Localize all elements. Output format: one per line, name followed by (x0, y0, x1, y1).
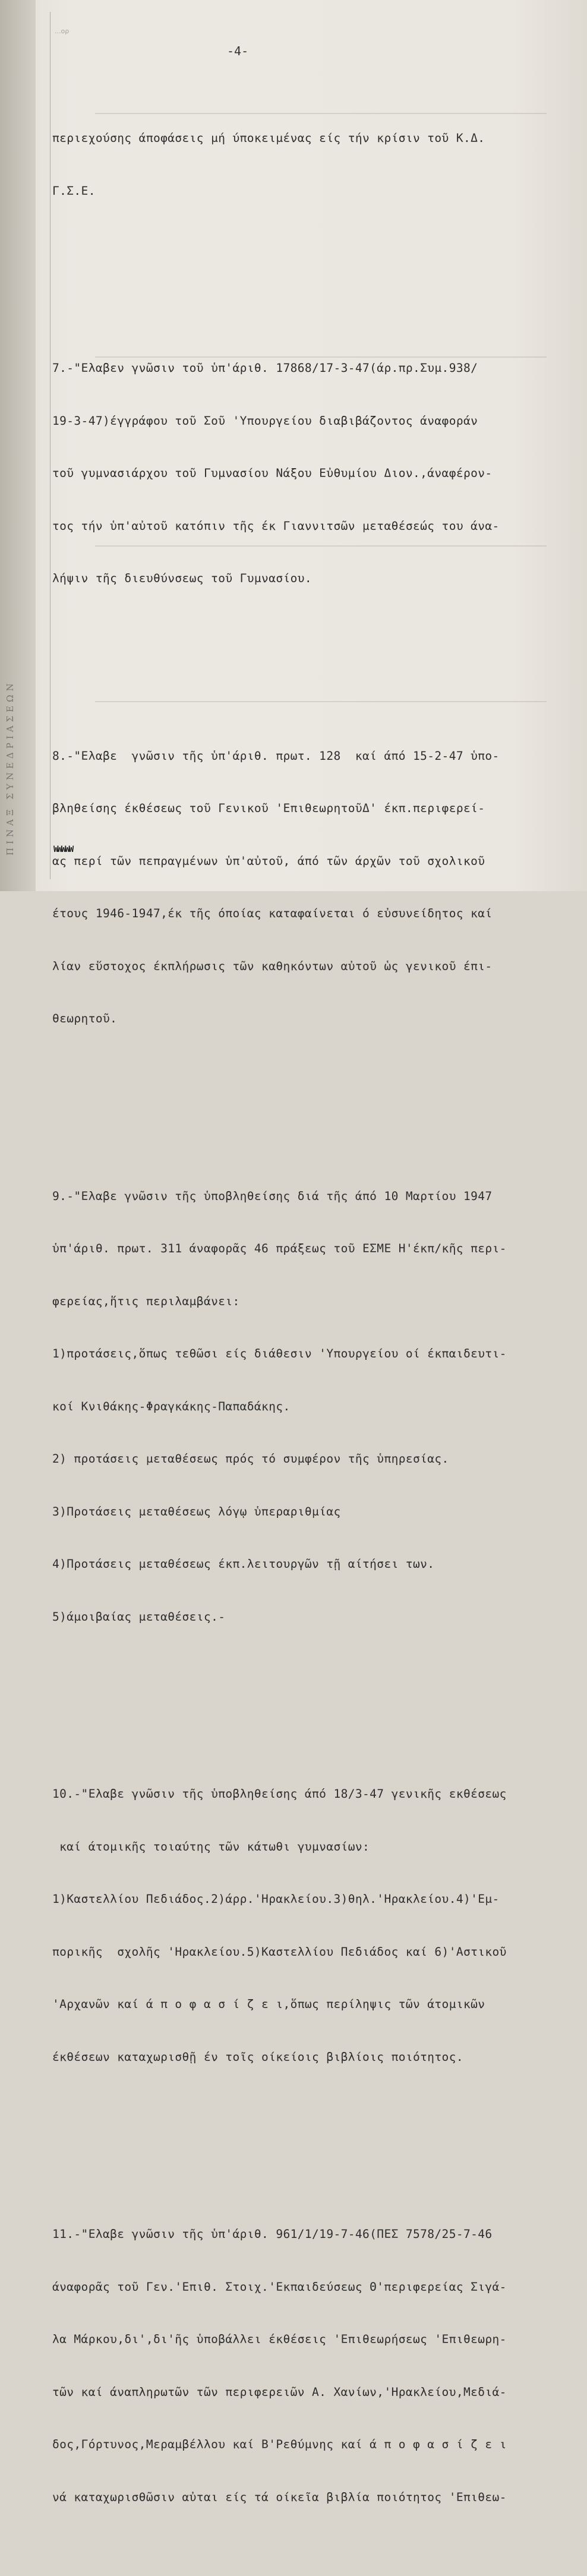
text-line: νά καταχωρισθῶσιν αὐται είς τά οίκεῖα βιβλία ποιότητος 'Επιθεω- (52, 2490, 507, 2504)
text-line: έκθέσεων καταχωρισθῇ έν τοῖς οίκείοις βιβλίοις ποιότητος. (52, 2050, 463, 2064)
text-line: 1)προτάσεις,ὅπως τεθῶσι είς διάθεσιν 'Υπουργείου οί έκπαιδευτι- (52, 1347, 507, 1360)
text-line: τος τήν ὑπ'αὐτοῦ κατόπιν τῆς έκ Γιαννιτσῶν μεταθέσεώς του άνα- (52, 519, 500, 533)
paragraph-11 (52, 2190, 560, 2541)
text-line: ας περί τῶν πεπραγμένων ὑπ'αὐτοῦ, άπό τῶν άρχῶν τοῦ σχολικοῦ (52, 854, 485, 868)
text-line: 19-3-47)έγγράφου τοῦ Σοῦ 'Υπουργείου διαβιβάζοντος άναφοράν (52, 413, 478, 428)
text-line: 2) προτάσεις μεταθέσεως πρός τό συμφέρον τῆς ὑπηρεσίας. (52, 1452, 449, 1466)
spine-label: ΠΙΝΑΞ ΣΥΝΕΔΡΙΑΣΕΩΝ (5, 680, 15, 855)
text-line: τῶν καί άναπληρωτῶν τῶν περιφερειῶν Α. Χανίων,'Ηρακλείου,Μεδιά- (52, 2385, 507, 2399)
text-line: πορικῆς σχολῆς 'Ηρακλείου.5)Καστελλίου Πεδιάδος καί 6)'Αστικοῦ (52, 1944, 507, 1959)
text-line: 10.-"Ελαβε γνῶσιν τῆς ὑποβληθείσης άπό 18/3-47 γενικῆς εκθέσεως (52, 1787, 507, 1801)
text-line: ὑπ'άριθ. πρωτ. 311 άναφορᾶς 46 πράξεως τοῦ ΕΣΜΕ Η'έκπ/κῆς περι- (52, 1242, 507, 1255)
struck-out-mark: WWWWW (53, 845, 73, 854)
text-line: άναφορᾶς τοῦ Γεν.'Επιθ. Στοιχ.'Εκπαιδεύσεως Θ'περιφερείας Σιγά- (52, 2280, 507, 2294)
text-line: έτους 1946-1947,έκ τῆς όποίας καταφαίνεται ό εὐσυνείδητος καί (52, 907, 493, 920)
text-line: τοῦ γυμνασιάρχου τοῦ Γυμνασίου Νάξου Εὐθυμίου Διον.,άναφέρον- (52, 466, 493, 480)
text-line: περιεχούσης άποφάσεις μή ύποκειμένας είς τήν κρίσιν τοῦ Κ.Δ. (52, 131, 485, 145)
text-line: 9.-"Ελαβε γνῶσιν τῆς ὑποβληθείσης διά τῆς άπό 10 Μαρτίου 1947 (52, 1189, 493, 1203)
paragraph-7 (52, 324, 560, 623)
text-line: βληθείσης έκθέσεως τοῦ Γενικοῦ 'ΕπιθεωρητοῦΔ' έκπ.περιφερεί- (52, 801, 485, 815)
page-number: -4- (227, 44, 249, 58)
corner-stamp: ...ορ (55, 27, 70, 35)
text-line: 11.-"Ελαβε γνῶσιν τῆς ὑπ'άριθ. 961/1/19-7-46(ΠΕΣ 7578/25-7-46 (52, 2227, 493, 2241)
paragraph-9 (52, 1153, 560, 1661)
text-line: λήψιν τῆς διευθύνσεως τοῦ Γυμνασίου. (52, 572, 313, 585)
text-line: 1)Καστελλίου Πεδιάδος.2)άρρ.'Ηρακλείου.3)θηλ.'Ηρακλείου.4)'Εμ- (52, 1892, 500, 1906)
typed-body (52, 59, 560, 2576)
margin-rule (50, 12, 51, 879)
text-line: κοί Κνιθάκης-Φραγκάκης-Παπαδάκης. (52, 1399, 291, 1413)
text-line: φερείας,ἥτις περιλαμβάνει: (52, 1294, 240, 1308)
text-line: 8.-"Ελαβε γνῶσιν τῆς ὑπ'άριθ. πρωτ. 128 καί άπό 15-2-47 ὑπο- (52, 749, 500, 763)
text-line: 5)άμοιβαίας μεταθέσεις.- (52, 1609, 226, 1624)
text-line: 7.-"Ελαβεν γνῶσιν τοῦ ὑπ'άριθ. 17868/17-3-47(άρ.πρ.Συμ.938/ (52, 361, 478, 375)
text-line: λίαν εὕστοχος έκπλήρωσις τῶν καθηκόντων αὐτοῦ ὡς γενικοῦ έπι- (52, 959, 493, 973)
text-line: δος,Γόρτυνος,Μεραμβέλλου καί Β'Ρεθύμνης καί ά π ο φ α σ ί ζ ε ι (52, 2438, 507, 2451)
text-line: 3)Προτάσεις μεταθέσεως λόγῳ ὑπεραριθμίας (52, 1504, 341, 1519)
paragraph-intro (52, 94, 560, 235)
paragraph-8 (52, 712, 560, 1063)
text-line: 'Αρχανῶν καί ά π ο φ α σ ί ζ ε ι,ὅπως περίληψις τῶν άτομικῶν (52, 1997, 485, 2011)
text-line: 4)Προτάσεις μεταθέσεως έκπ.λειτουργῶν τῇ αίτήσει των. (52, 1557, 435, 1571)
text-line: καί άτομικῆς τοιαύτης τῶν κάτωθι γυμνασίων: (52, 1839, 370, 1854)
text-line: λα Μάρκου,δι',δι'ῆς ὑποβάλλει έκθέσεις 'Επιθεωρήσεως 'Επιθεωρη- (52, 2332, 507, 2346)
text-line: Γ.Σ.Ε. (52, 184, 96, 198)
paragraph-10 (52, 1750, 560, 2101)
binding-spine (0, 0, 36, 891)
text-line: θεωρητοῦ. (52, 1012, 118, 1025)
